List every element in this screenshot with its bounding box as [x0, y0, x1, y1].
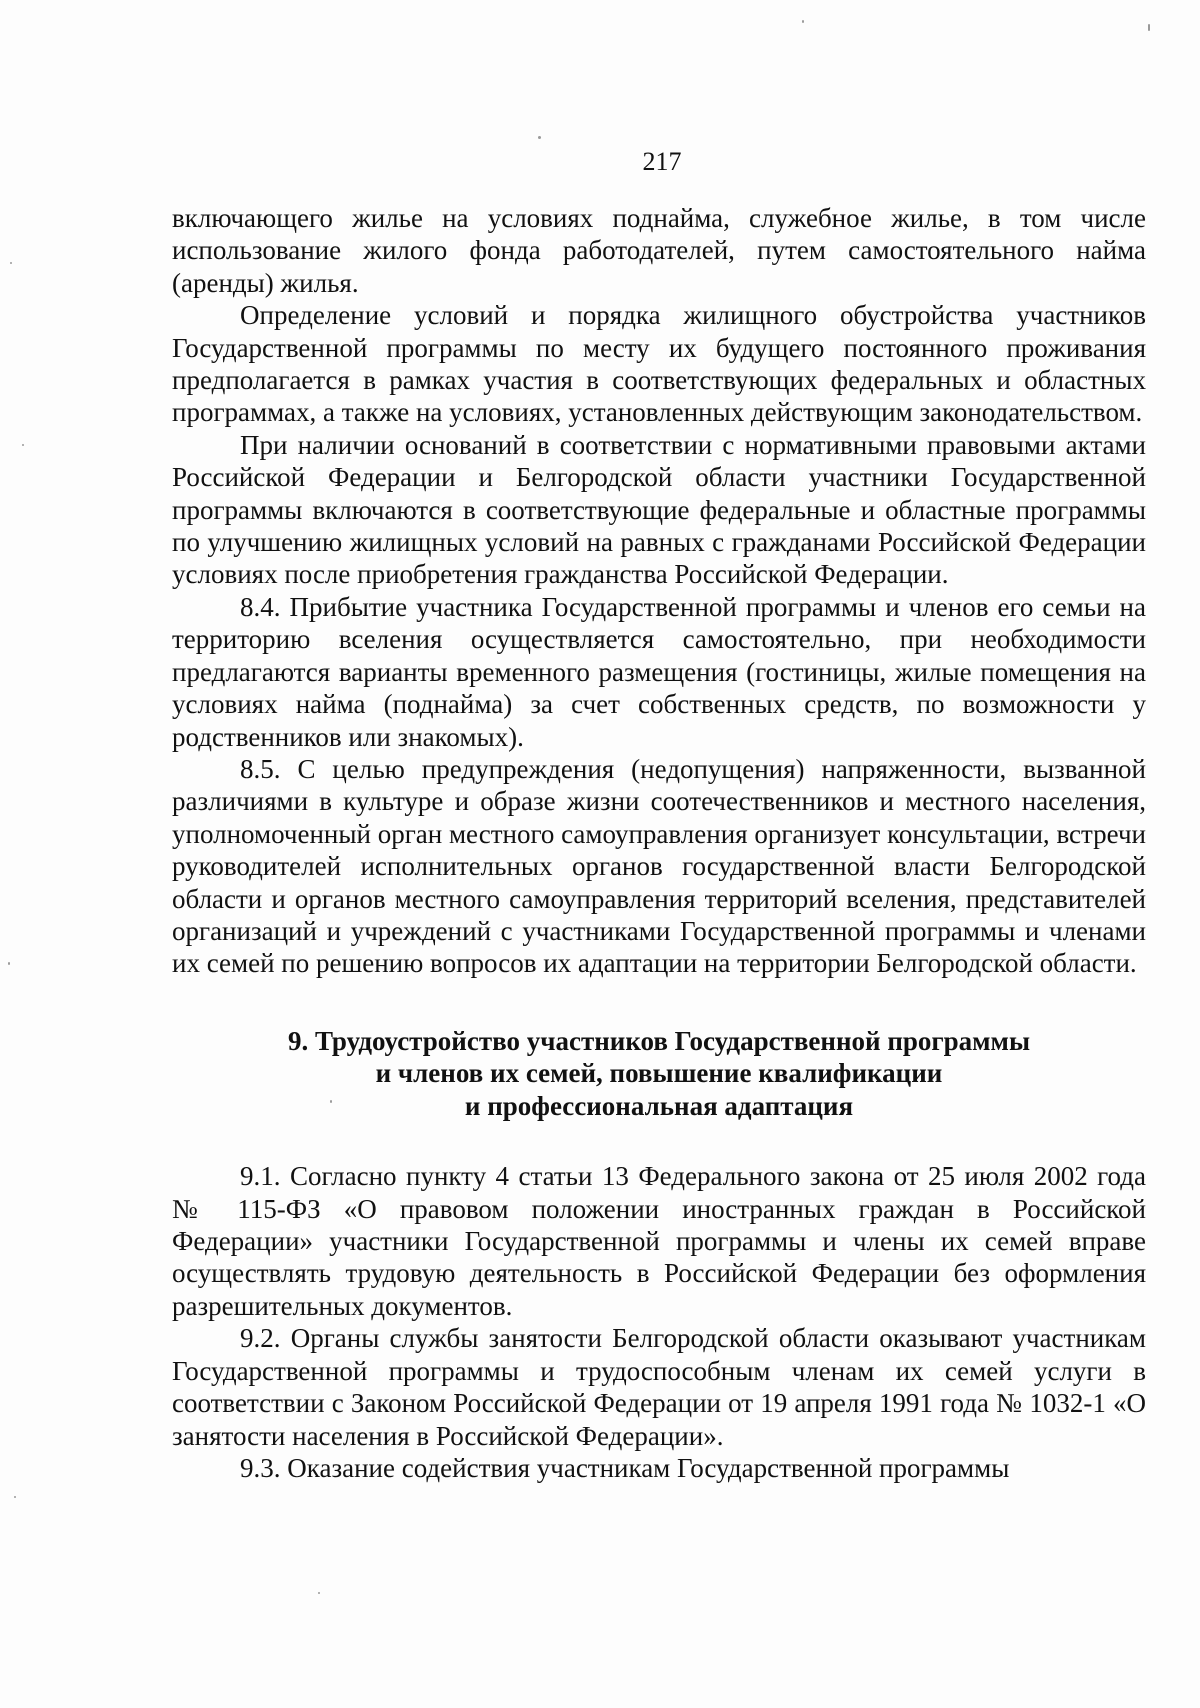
- page-number: 217: [642, 147, 682, 176]
- scan-speck: [1148, 24, 1150, 31]
- paragraph-9-2: 9.2. Органы службы занятости Белгородской области оказывают участникам Государственной программы и трудоспособным членам их семей услуги в соответствии с Законом Российской Федерации от 19 апреля 1991 года № 1032-1 «О занятости населения в Российской Федерации».: [172, 1323, 1146, 1451]
- scan-speck: [330, 1100, 332, 1103]
- paragraph-9-1: 9.1. Согласно пункту 4 статьи 13 Федерального закона от 25 июля 2002 года № 115-ФЗ «О правовом положении иностранных граждан в Российской Федерации» участники Государственной программы и члены их семей вправе осуществлять трудовую деятельность в Российской Федерации без оформления разрешительных документов.: [172, 1161, 1146, 1321]
- section-heading-line: 9. Трудоустройство участников Государственной программы: [287, 1025, 1031, 1056]
- scan-speck: [538, 136, 541, 139]
- section-heading-line: и профессиональная адаптация: [464, 1090, 854, 1121]
- paragraph-continuation: включающего жилье на условиях поднайма, служебное жилье, в том числе использование жилого фонда работодателей, путем самостоятельного найма (аренды) жилья.: [172, 203, 1146, 298]
- scan-speck: [10, 262, 12, 264]
- section-heading-9: [172, 1025, 1146, 1123]
- scan-speck: [14, 1496, 16, 1498]
- paragraph-housing-programs: При наличии оснований в соответствии с нормативными правовыми актами Российской Федерации и Белгородской области участники Государственной программы включаются в соответствующие федеральные и областные программы по улучшению жилищных условий на равных с гражданами Российской Федерации условиях после приобретения гражданства Российской Федерации.: [172, 429, 1146, 590]
- scan-speck: [318, 1592, 320, 1594]
- paragraph-8-5: 8.5. С целью предупреждения (недопущения) напряженности, вызванной различиями в культуре и образе жизни соотечественников и местного населения, уполномоченный орган местного самоуправления организует консультации, встречи руководителей исполнительных органов государственной власти Белгородской области и органов местного самоуправления территорий вселения, представителей организаций и учреждений с участниками Государственной программы и членами их семей по решению вопросов их адаптации на территории Белгородской области.: [172, 753, 1146, 979]
- paragraph-housing-conditions: Определение условий и порядка жилищного обустройства участников Государственной программы по месту их будущего постоянного проживания предполагается в рамках участия в соответствующих федеральных и областных программах, а также на условиях, установленных действующим законодательством.: [172, 300, 1146, 428]
- document-body: [172, 202, 1146, 1484]
- section-heading-line: и членов их семей, повышение квалификации: [375, 1058, 943, 1089]
- scan-speck: [8, 962, 10, 965]
- paragraph-9-3: 9.3. Оказание содействия участникам Государственной программы: [240, 1452, 1010, 1483]
- scan-speck: [22, 444, 24, 446]
- scan-speck: [802, 20, 804, 23]
- paragraph-8-4: 8.4. Прибытие участника Государственной программы и членов его семьи на территорию вселения осуществляется самостоятельно, при необходимости предлагаются варианты временного размещения (гостиницы, жилые помещения на условиях найма (поднайма) за счет собственных средств, по возможности у родственников или знакомых).: [172, 591, 1146, 752]
